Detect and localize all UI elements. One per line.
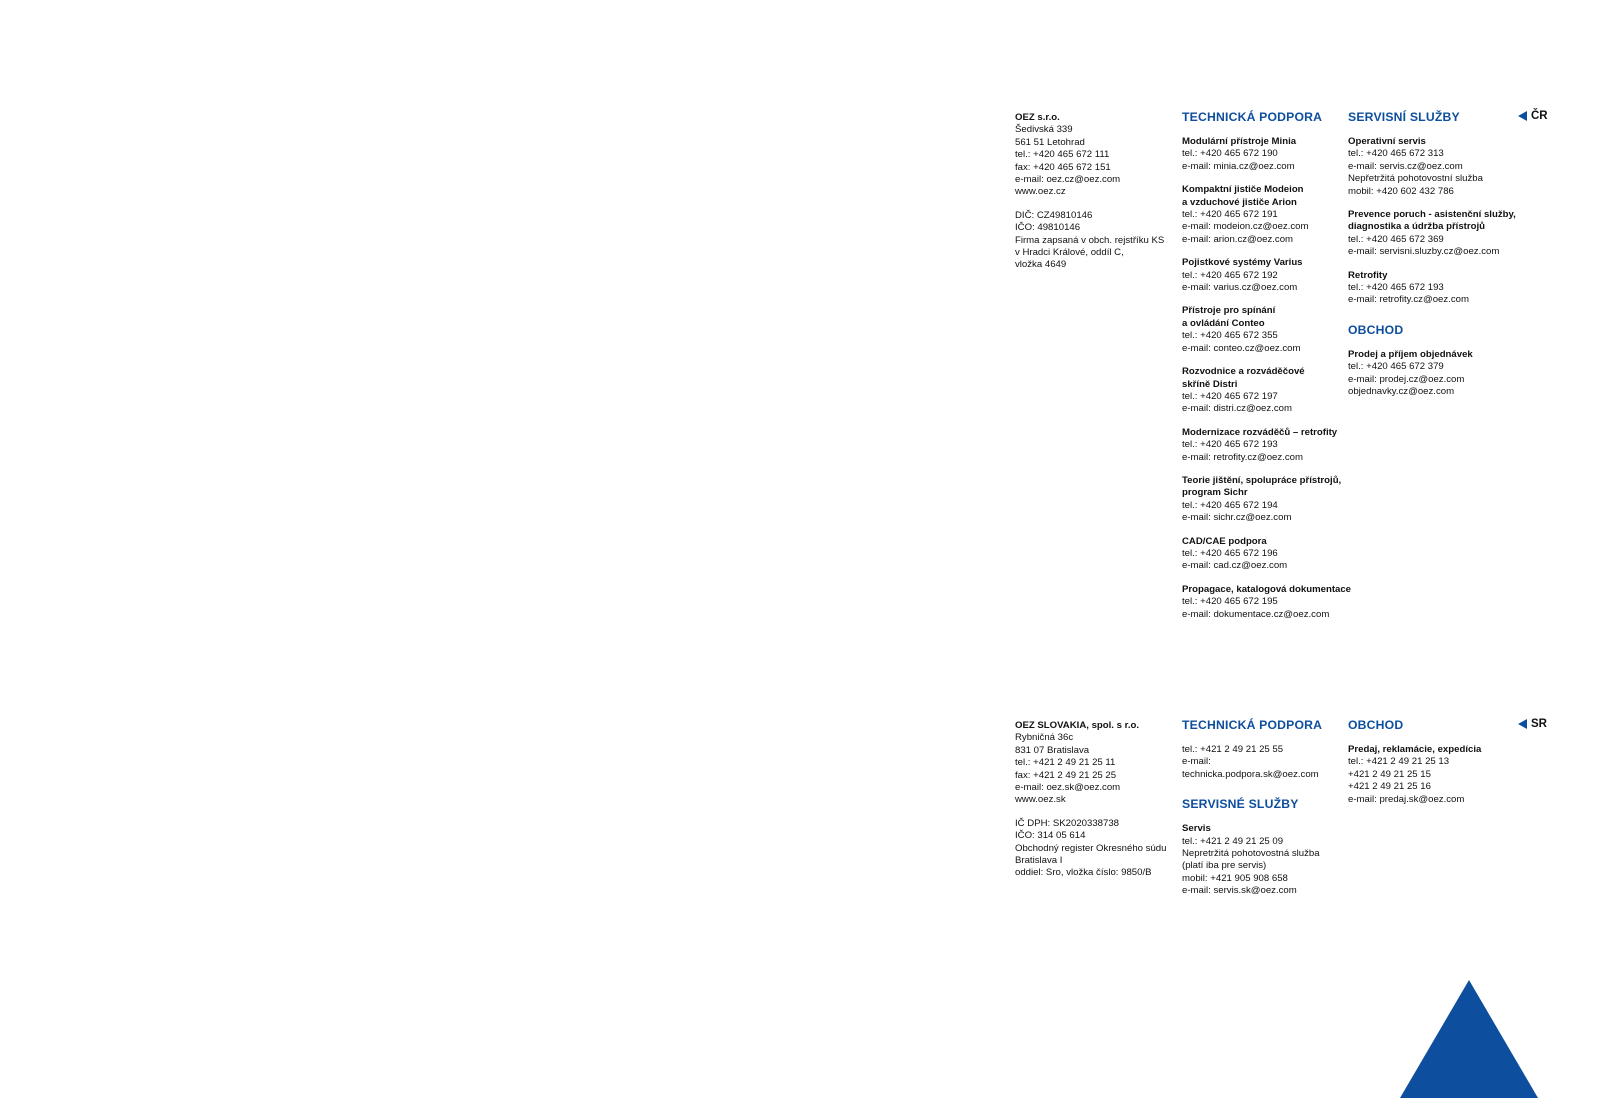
spacer xyxy=(1182,246,1352,257)
arrow-left-icon xyxy=(1518,111,1527,121)
contact-title: skříně Distri xyxy=(1182,378,1238,390)
sr-sales xyxy=(1348,718,1518,806)
contact-line: v Hradci Králové, oddíl C, xyxy=(1015,247,1124,259)
contact-line: e-mail: servisni.sluzby.cz@oez.com xyxy=(1348,246,1500,258)
contact-line: tel.: +420 465 672 379 xyxy=(1348,361,1444,373)
sr-technical-support-heading: TECHNICKÁ PODPORA xyxy=(1182,718,1323,732)
contact-line: (platí iba pre servis) xyxy=(1182,860,1267,872)
arrow-left-icon xyxy=(1518,719,1527,729)
contact-line: mobil: +421 905 908 658 xyxy=(1182,872,1288,884)
contact-line: tel.: +420 465 672 193 xyxy=(1348,282,1444,294)
contact-line: Šedivská 339 xyxy=(1015,124,1073,136)
contact-title: Modernizace rozváděčů – retrofity xyxy=(1182,426,1338,438)
sr-service-contacts xyxy=(1182,823,1352,897)
contact-title: Operativní servis xyxy=(1348,136,1426,147)
contact-title: Modulární přístroje Minia xyxy=(1182,136,1297,147)
contact-line: +421 2 49 21 25 15 xyxy=(1348,768,1431,780)
cr-company-info xyxy=(1015,112,1185,272)
contact-line: e-mail: distri.cz@oez.com xyxy=(1182,403,1292,415)
contact-line: e-mail: retrofity.cz@oez.com xyxy=(1182,451,1303,463)
cr-sales-contacts xyxy=(1348,349,1518,399)
spacer xyxy=(1015,199,1185,210)
cr-service-contacts xyxy=(1348,136,1518,307)
sr-technical-support xyxy=(1182,718,1352,898)
contact-title: Predaj, reklamácie, expedícia xyxy=(1348,744,1482,755)
contact-line: IČ DPH: SK2020338738 xyxy=(1015,817,1119,829)
sr-sales-contacts xyxy=(1348,744,1518,806)
contact-line: tel.: +421 2 49 21 25 13 xyxy=(1348,756,1450,768)
contact-line: Nepretržitá pohotovostná služba xyxy=(1182,848,1320,860)
triangle-icon xyxy=(1400,980,1538,1098)
contact-line: Obchodný register Okresného súdu xyxy=(1015,842,1167,854)
sr-service-heading: SERVISNÉ SLUŽBY xyxy=(1182,797,1299,812)
spacer xyxy=(1182,173,1352,184)
contact-line: Firma zapsaná v obch. rejstříku KS xyxy=(1015,234,1165,246)
contact-title: OEZ SLOVAKIA, spol. s r.o. xyxy=(1015,720,1140,731)
contact-line: tel.: +420 465 672 369 xyxy=(1348,233,1444,245)
contact-line: IČO: 314 05 614 xyxy=(1015,830,1086,842)
contact-line: e-mail: sichr.cz@oez.com xyxy=(1182,512,1292,524)
cr-sales-heading: OBCHOD xyxy=(1348,322,1404,337)
spacer xyxy=(1182,355,1352,366)
contact-title: CAD/CAE podpora xyxy=(1182,535,1267,547)
contact-title: Prevence poruch - asistenční služby, xyxy=(1348,209,1516,221)
cr-service xyxy=(1348,110,1518,399)
spacer xyxy=(1182,416,1352,427)
contact-line: e-mail: servis.sk@oez.com xyxy=(1182,885,1297,897)
contact-line: fax: +420 465 672 151 xyxy=(1015,161,1111,173)
contact-line: tel.: +420 465 672 195 xyxy=(1182,596,1278,608)
contact-line: DIČ: CZ49810146 xyxy=(1015,209,1093,221)
contact-line: e-mail: cad.cz@oez.com xyxy=(1182,560,1288,572)
sr-country-marker xyxy=(1518,718,1547,730)
sr-sales-heading: OBCHOD xyxy=(1348,718,1404,732)
contact-title: a vzduchové jističe Arion xyxy=(1182,196,1297,208)
contact-line: tel.: +420 465 672 191 xyxy=(1182,209,1278,221)
contact-line: 561 51 Letohrad xyxy=(1015,136,1085,148)
contact-line: mobil: +420 602 432 786 xyxy=(1348,185,1454,197)
contact-line: e-mail: dokumentace.cz@oez.com xyxy=(1182,608,1330,620)
contact-line: e-mail: modeion.cz@oez.com xyxy=(1182,221,1309,233)
contact-line: e-mail: minia.cz@oez.com xyxy=(1182,160,1295,172)
contact-line: e-mail: arion.cz@oez.com xyxy=(1182,233,1294,245)
contact-line: www.oez.cz xyxy=(1015,186,1066,198)
contact-title: Kompaktní jističe Modeion xyxy=(1182,184,1304,196)
spacer xyxy=(1182,464,1352,475)
contact-title: diagnostika a údržba přístrojů xyxy=(1348,221,1485,233)
contact-title: Prodej a příjem objednávek xyxy=(1348,348,1473,360)
spacer xyxy=(1348,259,1518,270)
contact-line: tel.: +420 465 672 111 xyxy=(1015,149,1110,161)
spacer xyxy=(1182,525,1352,536)
cr-technical-support-heading: TECHNICKÁ PODPORA xyxy=(1182,110,1323,124)
contact-line: www.oez.sk xyxy=(1015,794,1066,806)
contact-line: tel.: +420 465 672 313 xyxy=(1348,148,1444,160)
cr-country-label: ČR xyxy=(1531,110,1548,122)
sr-company-info xyxy=(1015,720,1185,880)
contact-line: e-mail: varius.cz@oez.com xyxy=(1182,282,1298,294)
contact-line: tel.: +420 465 672 196 xyxy=(1182,547,1278,559)
contact-line: Rybničná 36c xyxy=(1015,732,1074,744)
contact-line: tel.: +420 465 672 194 xyxy=(1182,499,1278,511)
contact-line: vložka 4649 xyxy=(1015,259,1067,271)
sr-country-label: SR xyxy=(1531,718,1547,730)
contact-line: Bratislava I xyxy=(1015,855,1063,867)
contact-line: tel.: +421 2 49 21 25 09 xyxy=(1182,835,1284,847)
contact-line: tel.: +420 465 672 190 xyxy=(1182,148,1278,160)
cr-technical-support xyxy=(1182,110,1352,621)
contact-title: Pojistkové systémy Varius xyxy=(1182,257,1303,269)
contact-title: OEZ s.r.o. xyxy=(1015,112,1060,123)
contact-title: Retrofity xyxy=(1348,269,1388,281)
contact-title: a ovládání Conteo xyxy=(1182,317,1265,329)
contact-line: tel.: +420 465 672 192 xyxy=(1182,269,1278,281)
cr-country-marker xyxy=(1518,110,1548,122)
contact-line: +421 2 49 21 25 16 xyxy=(1348,781,1431,793)
contact-line: objednavky.cz@oez.com xyxy=(1348,386,1455,398)
contact-title: program Sichr xyxy=(1182,487,1248,499)
contact-line: Nepřetržitá pohotovostní služba xyxy=(1348,173,1483,185)
contact-line: e-mail: oez.sk@oez.com xyxy=(1015,782,1121,794)
contact-line: e-mail: predaj.sk@oez.com xyxy=(1348,793,1465,805)
cr-service-heading: SERVISNÍ SLUŽBY xyxy=(1348,110,1460,124)
contact-line: tel.: +421 2 49 21 25 11 xyxy=(1015,757,1116,769)
contact-line: e-mail: prodej.cz@oez.com xyxy=(1348,373,1465,385)
contact-title: Teorie jištění, spolupráce přístrojů, xyxy=(1182,474,1342,486)
contact-line: e-mail: servis.cz@oez.com xyxy=(1348,160,1463,172)
contact-line: e-mail: conteo.cz@oez.com xyxy=(1182,342,1301,354)
contact-line: tel.: +420 465 672 197 xyxy=(1182,390,1278,402)
contact-line: tel.: +421 2 49 21 25 55 xyxy=(1182,744,1284,755)
contact-line: fax: +421 2 49 21 25 25 xyxy=(1015,769,1117,781)
contact-line: technicka.podpora.sk@oez.com xyxy=(1182,768,1319,780)
sr-technical-support-contacts xyxy=(1182,744,1352,781)
contact-line: e-mail: xyxy=(1182,756,1211,768)
contact-line: tel.: +420 465 672 355 xyxy=(1182,330,1278,342)
contact-line: e-mail: retrofity.cz@oez.com xyxy=(1348,294,1469,306)
contact-line: tel.: +420 465 672 193 xyxy=(1182,439,1278,451)
cr-technical-support-contacts xyxy=(1182,136,1352,621)
contact-title: Přístroje pro spínání xyxy=(1182,305,1276,317)
spacer xyxy=(1182,573,1352,584)
spacer xyxy=(1182,294,1352,305)
contact-line: 831 07 Bratislava xyxy=(1015,744,1090,756)
spacer xyxy=(1348,198,1518,209)
contact-line: oddiel: Sro, vložka číslo: 9850/B xyxy=(1015,867,1152,879)
contact-line: IČO: 49810146 xyxy=(1015,222,1081,234)
contact-title: Rozvodnice a rozváděčové xyxy=(1182,366,1305,378)
contact-title: Propagace, katalogová dokumentace xyxy=(1182,583,1352,595)
spacer xyxy=(1015,807,1185,818)
contact-title: Servis xyxy=(1182,823,1211,835)
contact-line: e-mail: oez.cz@oez.com xyxy=(1015,174,1121,186)
